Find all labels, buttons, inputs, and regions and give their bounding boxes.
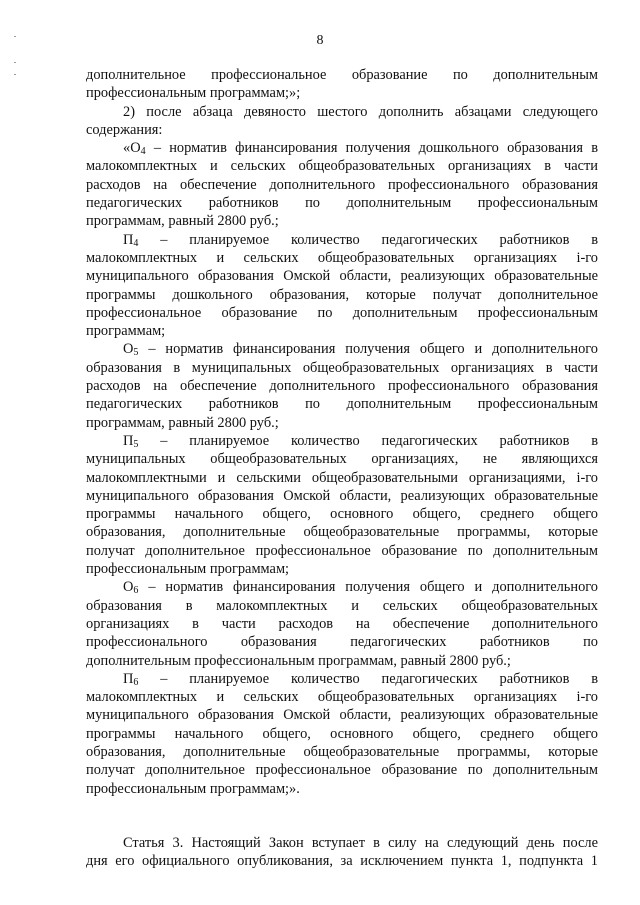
scan-speck: [14, 62, 16, 63]
text-line: $П_4$ – планируемое количество педагогических работников в: [123, 231, 598, 249]
text-line: муниципальных общеобразовательных организациях, не являющихся: [86, 451, 598, 468]
formula-index: 6: [133, 585, 139, 597]
text-line: профессиональным программам;»;: [86, 85, 301, 102]
formula-index: 4: [140, 146, 146, 158]
text-line: профессиональным программам;».: [86, 780, 300, 797]
text-line: малокомплектных и сельских общеобразовательных организациях в части: [86, 158, 598, 175]
text-line: педагогических работников по дополнительным профессиональным: [86, 396, 598, 413]
text-line: $О_6$ – норматив финансирования получения общего и дополнительного: [123, 579, 598, 597]
text-line: муниципального образования Омской области, реализующих образовательные: [86, 707, 598, 724]
text-line: программы начального общего, основного общего, среднего общего: [86, 506, 598, 523]
text-line: расходов на обеспечение дополнительного профессионального образования: [86, 176, 598, 193]
text-line: педагогических работников по дополнительным профессиональным: [86, 195, 598, 212]
text-line: программы дошкольного образования, которые получат дополнительное: [86, 286, 598, 303]
text-line: дополнительное профессиональное образование по дополнительным: [86, 67, 598, 83]
text-line: образования, дополнительные общеобразовательные программы, которые: [86, 743, 598, 760]
scan-speck: [14, 74, 16, 75]
text-line: получат дополнительное профессиональное образование по дополнительным: [86, 762, 598, 779]
text-line: дня его официального опубликования, за исключением пункта 1, подпункта 1: [86, 853, 598, 870]
text-line: организациях в части расходов на обеспечение дополнительного: [86, 615, 598, 632]
text-line: муниципального образования Омской области, реализующих образовательные: [86, 268, 598, 285]
text-line: 2) после абзаца девяносто шестого дополнить абзацами следующего: [123, 103, 598, 120]
text-line: $П_6$ – планируемое количество педагогических работников в: [123, 670, 598, 688]
formula-index: 5: [133, 347, 139, 359]
text-line: профессиональным программам;: [86, 561, 290, 578]
text-line: малокомплектных и сельских общеобразовательных организациях i-го: [86, 249, 598, 266]
document-body: [86, 66, 598, 870]
formula-index: 5: [133, 438, 139, 450]
text-line: образования, дополнительные общеобразовательные программы, которые: [86, 524, 598, 541]
text-line: профессиональное образование по дополнительным профессиональным: [86, 304, 598, 321]
text-line: образования в малокомплектных и сельских общеобразовательных: [86, 597, 598, 614]
text-line: Статья 3. Настоящий Закон вступает в силу на следующий день после: [123, 834, 598, 851]
text-line: муниципального образования Омской области, реализующих образовательные: [86, 487, 598, 504]
text-line: профессионального образования педагогических работников по: [86, 634, 598, 651]
text-line: получат дополнительное профессиональное образование по дополнительным: [86, 542, 598, 559]
text-line: малокомплектных и сельских общеобразовательных организациях i-го: [86, 689, 598, 706]
paragraph-gap: [86, 798, 598, 834]
formula-index: 6: [133, 676, 139, 688]
text-line: программам, равный 2800 руб.;: [86, 414, 279, 431]
text-line: дополнительным профессиональным программам, равный 2800 руб.;: [86, 652, 511, 669]
formula-index: 4: [133, 237, 139, 249]
text-line: $О_5$ – норматив финансирования получения общего и дополнительного: [123, 341, 598, 359]
text-line: содержания:: [86, 121, 163, 138]
page-number: 8: [316, 33, 324, 48]
text-line: образования в муниципальных общеобразовательных организациях в части: [86, 359, 598, 376]
text-line: малокомплектными и сельскими общеобразовательными организациями, i-го: [86, 469, 598, 486]
text-line: «$О_4$ – норматив финансирования получения дошкольного образования в: [123, 140, 598, 158]
text-line: расходов на обеспечение дополнительного профессионального образования: [86, 378, 598, 395]
text-line: программы начального общего, основного общего, среднего общего: [86, 725, 598, 742]
text-line: $П_5$ – планируемое количество педагогических работников в: [123, 432, 598, 450]
text-line: программам;: [86, 323, 166, 340]
text-line: программам, равный 2800 руб.;: [86, 213, 279, 230]
